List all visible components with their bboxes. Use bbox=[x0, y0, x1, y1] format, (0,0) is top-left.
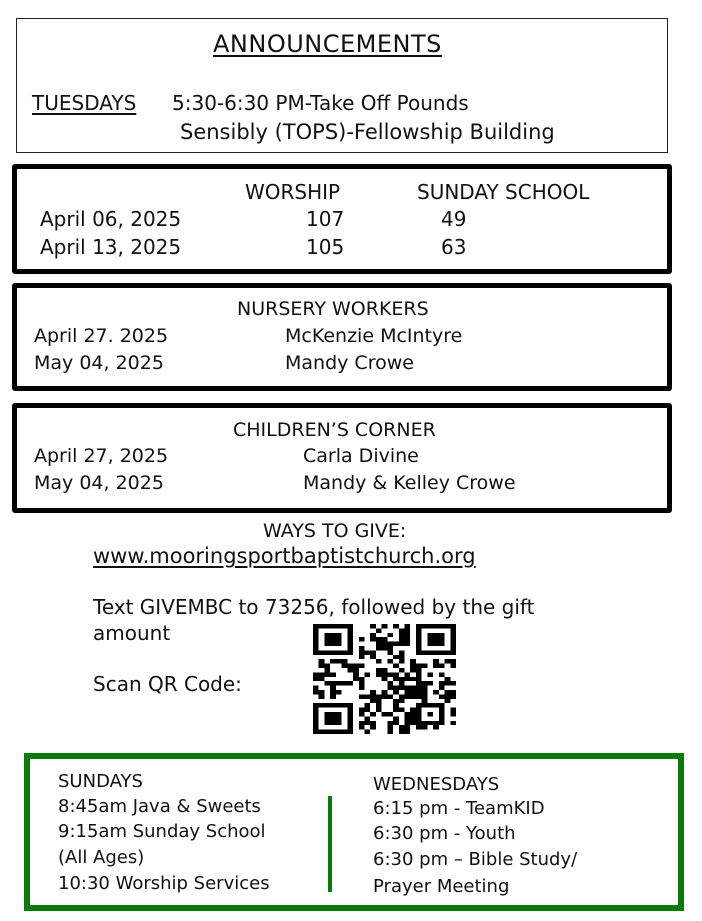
text-give-instructions-cont: amount bbox=[93, 621, 171, 645]
nursery-date: May 04, 2025 bbox=[34, 352, 164, 374]
childrens-corner-date: April 27, 2025 bbox=[34, 445, 169, 467]
nursery-title: NURSERY WORKERS bbox=[237, 298, 429, 320]
tuesdays-line1: 5:30-6:30 PM-Take Off Pounds bbox=[172, 91, 469, 115]
sunday-item: 9:15am Sunday School bbox=[58, 821, 266, 842]
childrens-corner-date: May 04, 2025 bbox=[34, 472, 164, 494]
wednesdays-title: WEDNESDAYS bbox=[373, 774, 500, 795]
sunday-item: 8:45am Java & Sweets bbox=[58, 796, 261, 817]
attendance-sunday-school-count: 63 bbox=[441, 235, 467, 259]
attendance-date: April 06, 2025 bbox=[40, 207, 182, 231]
wednesday-item: 6:30 pm - Youth bbox=[373, 823, 516, 844]
attendance-sunday-school-count: 49 bbox=[441, 207, 467, 231]
nursery-name: Mandy Crowe bbox=[285, 352, 414, 374]
attendance-date: April 13, 2025 bbox=[40, 235, 182, 259]
nursery-name: McKenzie McIntyre bbox=[285, 325, 463, 347]
sundays-title: SUNDAYS bbox=[58, 771, 143, 792]
nursery-date: April 27. 2025 bbox=[34, 325, 169, 347]
schedule-divider bbox=[328, 796, 332, 892]
tuesdays-line2: Sensibly (TOPS)-Fellowship Building bbox=[180, 120, 555, 144]
attendance-worship-count: 105 bbox=[306, 235, 345, 259]
childrens-corner-name: Mandy & Kelley Crowe bbox=[303, 472, 516, 494]
ways-to-give-title: WAYS TO GIVE: bbox=[263, 520, 407, 542]
text-give-instructions: Text GIVEMBC to 73256, followed by the gift bbox=[93, 595, 535, 619]
childrens-corner-name: Carla Divine bbox=[303, 445, 419, 467]
sunday-school-header: SUNDAY SCHOOL bbox=[417, 180, 590, 204]
qr-code-icon[interactable] bbox=[313, 624, 456, 734]
childrens-corner-title: CHILDREN’S CORNER bbox=[233, 419, 436, 441]
wednesday-item: 6:15 pm - TeamKID bbox=[373, 798, 545, 819]
tuesdays-label: TUESDAYS bbox=[32, 91, 137, 115]
attendance-worship-count: 107 bbox=[306, 207, 345, 231]
worship-header: WORSHIP bbox=[245, 180, 341, 204]
sunday-item: 10:30 Worship Services bbox=[58, 873, 270, 894]
announcements-title: ANNOUNCEMENTS bbox=[213, 30, 442, 58]
scan-qr-label: Scan QR Code: bbox=[93, 672, 242, 696]
wednesday-item: 6:30 pm – Bible Study/ bbox=[373, 849, 578, 870]
church-website-link[interactable]: www.mooringsportbaptistchurch.org bbox=[93, 544, 476, 568]
wednesday-item: Prayer Meeting bbox=[373, 876, 510, 897]
sunday-item: (All Ages) bbox=[58, 847, 145, 868]
